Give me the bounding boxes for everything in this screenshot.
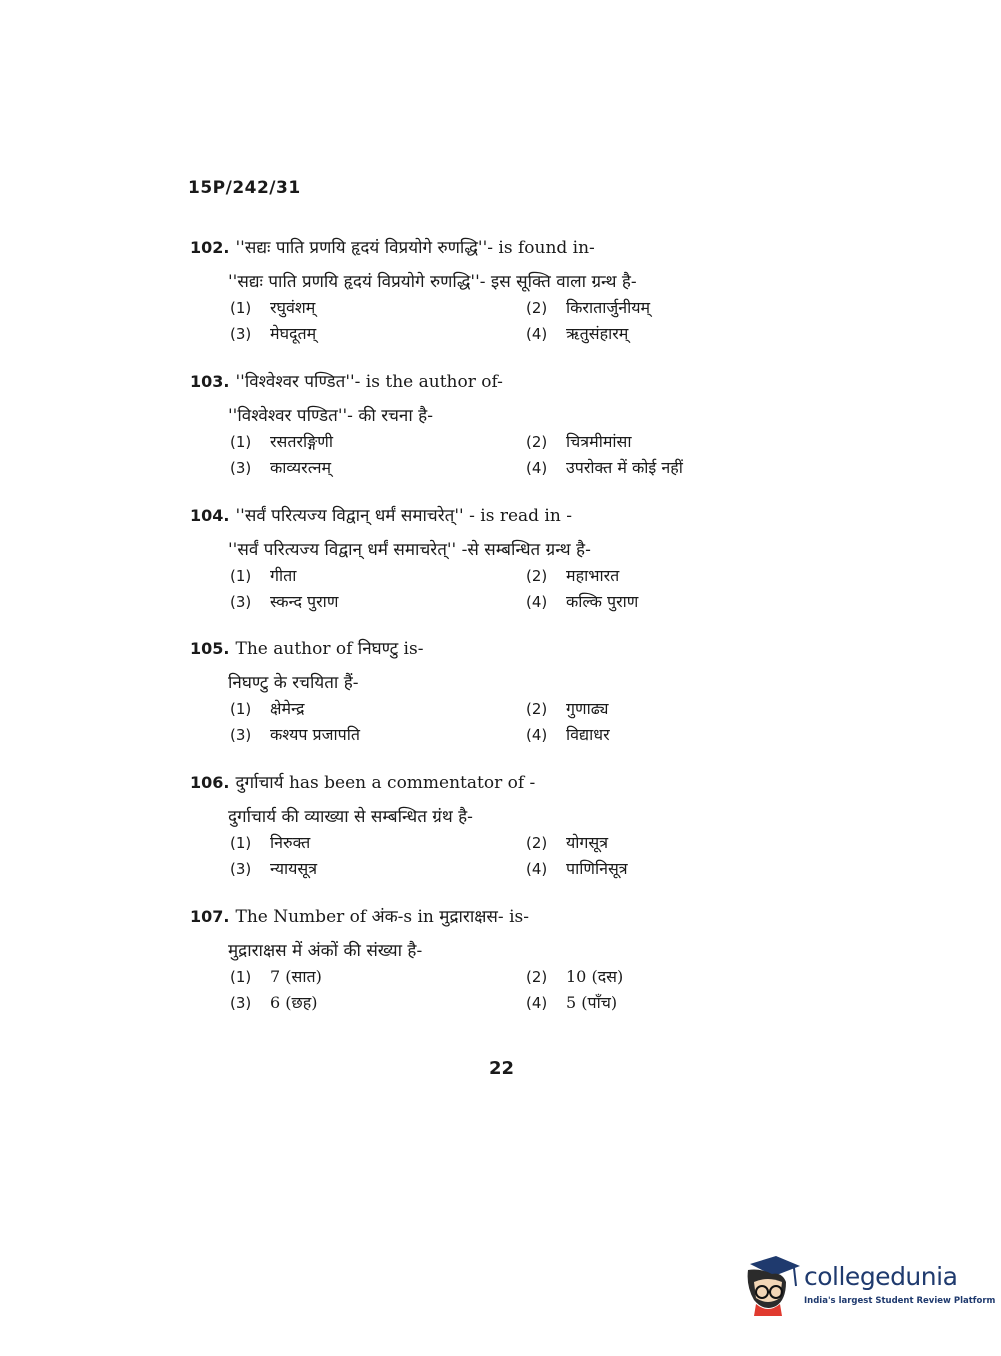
collegedunia-logo[interactable] xyxy=(742,1256,996,1320)
option-4: (4) ऋतुसंहारम् xyxy=(526,324,629,343)
question-102 xyxy=(190,237,750,345)
options xyxy=(230,698,750,746)
question-en-text: The author of निघण्टु is- xyxy=(235,639,424,659)
question-text-hi: दुर्गाचार्य की व्याख्या से सम्बन्धित ग्रंथ है- xyxy=(228,807,473,827)
question-text-en xyxy=(190,772,750,794)
question-text-en xyxy=(190,237,750,259)
question-number: 106. xyxy=(190,773,230,792)
option-1: (1) रघुवंशम् xyxy=(230,298,316,317)
question-number: 105. xyxy=(190,639,230,658)
option-4: (4) 5 (पाँच) xyxy=(526,993,618,1012)
question-number: 104. xyxy=(190,506,230,525)
option-3: (3) काव्यरत्नम् xyxy=(230,458,332,477)
option-3: (3) 6 (छह) xyxy=(230,993,318,1012)
question-105 xyxy=(190,638,750,746)
option-3: (3) मेघदूतम् xyxy=(230,324,317,343)
brand-name: collegedunia xyxy=(804,1262,958,1291)
paper-code: 15P/242/31 xyxy=(188,178,301,198)
option-4: (4) पाणिनिसूत्र xyxy=(526,859,628,878)
option-2: (2) चित्रमीमांसा xyxy=(526,432,632,451)
question-107 xyxy=(190,906,750,1014)
question-text-hi: ''सद्यः पाति प्रणयि हृदयं विप्रयोगे रुणद्धि''- इस सूक्ति वाला ग्रन्थ है- xyxy=(228,272,637,292)
options xyxy=(230,832,750,880)
options xyxy=(230,297,750,345)
option-1: (1) गीता xyxy=(230,566,297,585)
question-en-text: ''विश्वेश्वर पण्डित''- is the author of- xyxy=(235,372,503,392)
page-number: 22 xyxy=(489,1058,515,1079)
question-en-text: The Number of अंक-s in मुद्राराक्षस- is- xyxy=(235,907,529,927)
option-2: (2) योगसूत्र xyxy=(526,833,609,852)
option-3: (3) कश्यप प्रजापति xyxy=(230,725,361,744)
option-2: (2) किरातार्जुनीयम् xyxy=(526,298,651,317)
options xyxy=(230,565,750,613)
option-1: (1) निरुक्त xyxy=(230,833,311,852)
question-text-hi: ''विश्वेश्वर पण्डित''- की रचना है- xyxy=(228,406,433,426)
question-number: 107. xyxy=(190,907,230,926)
question-text-hi: ''सर्वं परित्यज्य विद्वान् धर्मं समाचरेत्'' -से सम्बन्धित ग्रन्थ है- xyxy=(228,540,591,560)
question-en-text: ''सद्यः पाति प्रणयि हृदयं विप्रयोगे रुणद्धि''- is found in- xyxy=(235,238,595,258)
option-3: (3) स्कन्द पुराण xyxy=(230,592,339,611)
options xyxy=(230,431,750,479)
question-en-text: ''सर्वं परित्यज्य विद्वान् धर्मं समाचरेत्'' - is read in - xyxy=(235,506,572,526)
question-103 xyxy=(190,371,750,479)
question-106 xyxy=(190,772,750,880)
option-2: (2) महाभारत xyxy=(526,566,620,585)
option-1: (1) 7 (सात) xyxy=(230,967,322,986)
question-text-hi: निघण्टु के रचयिता हैं- xyxy=(228,673,359,693)
question-text-hi: मुद्राराक्षस में अंकों की संख्या है- xyxy=(228,941,423,961)
question-text-en xyxy=(190,371,750,393)
question-number: 102. xyxy=(190,238,230,257)
option-4: (4) विद्याधर xyxy=(526,725,610,744)
question-text-en xyxy=(190,906,750,928)
question-en-text: दुर्गाचार्य has been a commentator of - xyxy=(235,773,536,793)
option-4: (4) कल्कि पुराण xyxy=(526,592,639,611)
option-4: (4) उपरोक्त में कोई नहीं xyxy=(526,458,683,477)
option-2: (2) गुणाढ्य xyxy=(526,699,609,718)
brand-tagline: India's largest Student Review Platform xyxy=(804,1296,996,1306)
question-text-en xyxy=(190,505,750,527)
question-text-en xyxy=(190,638,750,660)
mascot-icon xyxy=(742,1256,802,1318)
option-3: (3) न्यायसूत्र xyxy=(230,859,318,878)
option-2: (2) 10 (दस) xyxy=(526,967,624,986)
option-1: (1) रसतरङ्गिणी xyxy=(230,432,334,451)
options xyxy=(230,966,750,1014)
question-number: 103. xyxy=(190,372,230,391)
question-104 xyxy=(190,505,750,613)
option-1: (1) क्षेमेन्द्र xyxy=(230,699,305,718)
